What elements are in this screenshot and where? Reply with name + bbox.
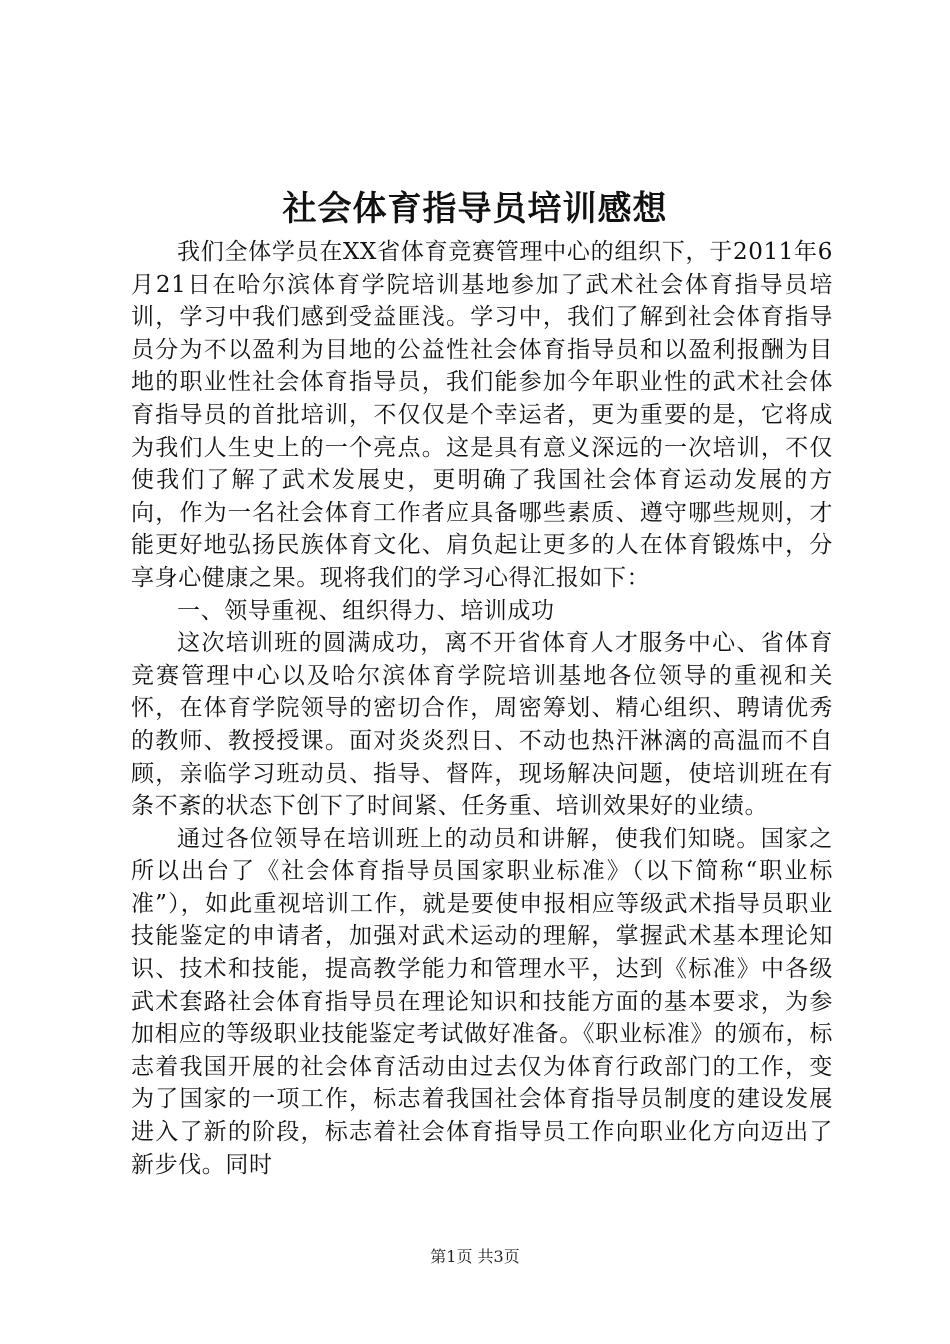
paragraph-intro: 我们全体学员在XX省体育竞赛管理中心的组织下，于2011年6月21日在哈尔滨体育学院培训基地参加了武术社会体育指导员培训，学习中我们感到受益匪浅。学习中，我们了解到社会体育指导员分为不以盈利为目地的公益性社会体育指导员和以盈利报酬为目地的职业性社会体育指导员，我们能参加今年职业性的武术社会体育指导员的首批培训，不仅仅是个幸运者，更为重要的是，它将成为我们人生史上的一个亮点。这是具有意义深远的一次培训，不仅使我们了解了武术发展史，更明确了我国社会体育运动发展的方向，作为一名社会体育工作者应具备哪些素质、遵守哪些规则，才能更好地弘扬民族体育文化、肩负起让更多的人在体育锻炼中，分享身心健康之果。现将我们的学习心得汇报如下：	[131, 239, 833, 591]
document-body	[131, 236, 833, 1181]
paragraph-leadership: 这次培训班的圆满成功，离不开省体育人才服务中心、省体育竞赛管理中心以及哈尔滨体育学院培训基地各位领导的重视和关怀，在体育学院领导的密切合作，周密筹划、精心组织、聘请优秀的教师、教授授课。面对炎炎烈日、不动也热汗淋漓的高温而不自顾，亲临学习班动员、指导、督阵，现场解决问题，使培训班在有条不紊的状态下创下了时间紧、任务重、培训效果好的业绩。	[131, 630, 833, 820]
page-number-footer: 第1页 共3页	[430, 1247, 520, 1266]
section-heading-1: 一、领导重视、组织得力、培训成功	[177, 597, 555, 624]
document-title: 社会体育指导员培训感想	[282, 189, 668, 229]
paragraph-standard: 通过各位领导在培训班上的动员和讲解，使我们知晓。国家之所以出台了《社会体育指导员国家职业标准》（以下简称“职业标准”），如此重视培训工作，就是要使申报相应等级武术指导员职业技能鉴定的申请者，加强对武术运动的理解，掌握武术基本理论知识、技术和技能，提高教学能力和管理水平，达到《标准》中各级武术套路社会体育指导员在理论知识和技能方面的基本要求，为参加相应的等级职业技能鉴定考试做好准备。《职业标准》的颁布，标志着我国开展的社会体育活动由过去仅为体育行政部门的工作，变为了国家的一项工作，标志着我国社会体育指导员制度的建设发展进入了新的阶段，标志着社会体育指导员工作向职业化方向迈出了新步伐。同时	[131, 825, 833, 1178]
